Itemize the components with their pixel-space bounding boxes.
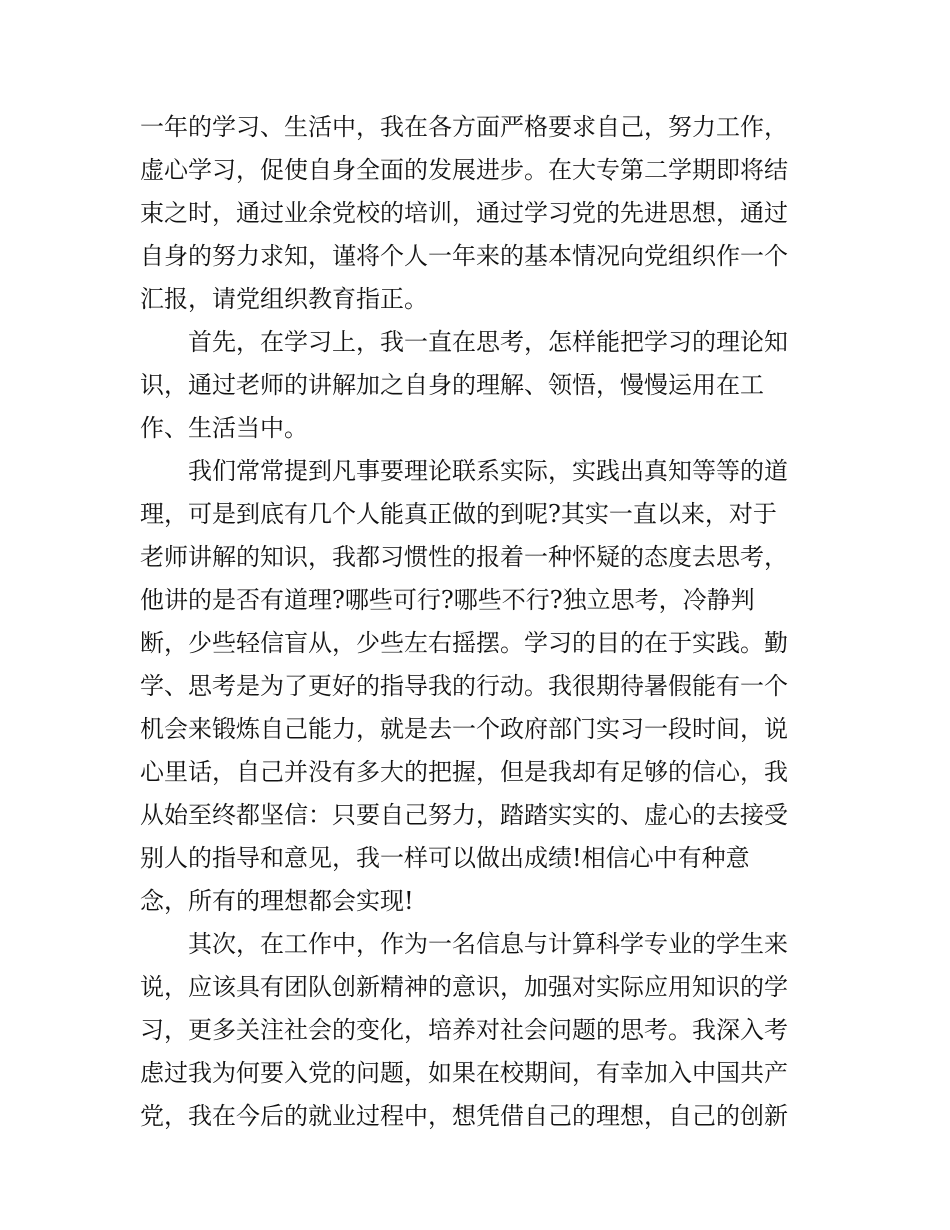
text-line: 一年的学习、生活中，我在各方面严格要求自己，努力工作，	[140, 113, 788, 141]
text-line: 念，所有的理想都会实现!	[140, 887, 414, 915]
text-line: 学、思考是为了更好的指导我的行动。我很期待暑假能有一个	[140, 672, 788, 700]
text-line: 虚心学习，促使自身全面的发展进步。在大专第二学期即将结	[140, 156, 788, 184]
text-line: 别人的指导和意见，我一样可以做出成绩!相信心中有种意	[140, 844, 750, 872]
text-line: 首先，在学习上，我一直在思考，怎样能把学习的理论知	[140, 328, 788, 356]
text-line: 作、生活当中。	[140, 414, 308, 442]
text-line: 汇报，请党组织教育指正。	[140, 285, 428, 313]
text-line: 习，更多关注社会的变化，培养对社会问题的思考。我深入考	[140, 1016, 788, 1044]
text-line: 其次，在工作中，作为一名信息与计算科学专业的学生来	[140, 930, 788, 958]
text-line: 虑过我为何要入党的问题，如果在校期间，有幸加入中国共产	[140, 1059, 788, 1087]
text-line: 机会来锻炼自己能力，就是去一个政府部门实习一段时间，说	[140, 715, 788, 743]
text-line: 他讲的是否有道理?哪些可行?哪些不行?独立思考，冷静判	[140, 586, 755, 614]
text-line: 从始至终都坚信：只要自己努力，踏踏实实的、虚心的去接受	[140, 801, 788, 829]
text-line: 说，应该具有团队创新精神的意识，加强对实际应用知识的学	[140, 973, 788, 1001]
text-line: 束之时，通过业余党校的培训，通过学习党的先进思想，通过	[140, 199, 788, 227]
text-line: 党，我在今后的就业过程中，想凭借自己的理想，自己的创新	[140, 1102, 788, 1130]
text-line: 我们常常提到凡事要理论联系实际，实践出真知等等的道	[140, 457, 788, 485]
text-line: 自身的努力求知，谨将个人一年来的基本情况向党组织作一个	[140, 242, 788, 270]
text-line: 心里话，自己并没有多大的把握，但是我却有足够的信心，我	[140, 758, 788, 786]
text-line: 断，少些轻信盲从，少些左右摇摆。学习的目的在于实践。勤	[140, 629, 788, 657]
text-line: 识，通过老师的讲解加之自身的理解、领悟，慢慢运用在工	[140, 371, 764, 399]
text-line: 理，可是到底有几个人能真正做的到呢?其实一直以来，对于	[140, 500, 777, 528]
text-line: 老师讲解的知识，我都习惯性的报着一种怀疑的态度去思考，	[140, 543, 788, 571]
